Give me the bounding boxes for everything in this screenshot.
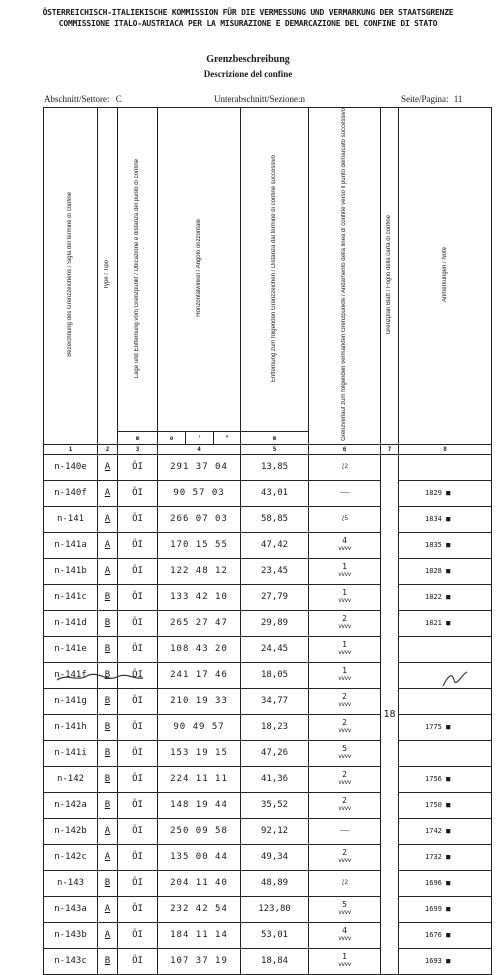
boundary-course-count: 1: [342, 588, 347, 598]
marker-code: n-141a: [44, 532, 98, 558]
remark: [399, 740, 492, 766]
boundary-course: [309, 844, 381, 870]
boundary-course-count: 1: [342, 640, 347, 650]
boundary-course-count: 5: [342, 900, 347, 910]
table-row: [44, 740, 492, 766]
marker-code: n-140e: [44, 454, 98, 480]
marker-type: A: [98, 558, 118, 584]
marker-code: n-143b: [44, 922, 98, 948]
remark: 1821 ■: [399, 610, 492, 636]
boundary-course: [309, 636, 381, 662]
distance: 23,45: [241, 558, 309, 584]
marker-location: ÖI: [118, 610, 158, 636]
distance: 43,01: [241, 480, 309, 506]
header-line-de: ÖSTERREICHISCH-ITALIEKISCHE KOMMISSION FÜR DIE VERMESSUNG UND VERMARKUNG DER STAATSGRENZE: [42, 8, 454, 17]
unit-minutes: ': [186, 432, 214, 445]
table-row: [44, 636, 492, 662]
marker-code: n-143a: [44, 896, 98, 922]
marker-location: ÖI: [118, 688, 158, 714]
marker-type: A: [98, 532, 118, 558]
boundary-course-symbol: ⟅2: [341, 879, 348, 887]
marker-location: ÖI: [118, 922, 158, 948]
distance: 47,26: [241, 740, 309, 766]
marker-location: ÖI: [118, 558, 158, 584]
marker-type: A: [98, 922, 118, 948]
col-header-2: Type / Tipo: [98, 108, 118, 445]
marker-code: n-141d: [44, 610, 98, 636]
section-value: C: [115, 94, 122, 104]
boundary-course-count: 2: [342, 796, 347, 806]
horizontal-angle: 232 42 54: [158, 896, 241, 922]
col-number: 2: [98, 444, 118, 454]
boundary-course-symbol: vvvv: [338, 857, 351, 865]
marker-code: n-142: [44, 766, 98, 792]
marker-location: ÖI: [118, 844, 158, 870]
marker-location: ÖI: [118, 870, 158, 896]
distance: 18,23: [241, 714, 309, 740]
subsection-label: Unterabschnitt/Sezione:: [214, 94, 301, 104]
boundary-course-count: 4: [342, 536, 347, 546]
table-row: [44, 610, 492, 636]
horizontal-angle: 153 19 15: [158, 740, 241, 766]
marker-location: ÖI: [118, 636, 158, 662]
boundary-course: [309, 818, 381, 844]
boundary-course: [309, 870, 381, 896]
marker-type: B: [98, 688, 118, 714]
boundary-course: [309, 610, 381, 636]
marker-location: ÖI: [118, 662, 158, 688]
horizontal-angle: 170 15 55: [158, 532, 241, 558]
marker-code: n-142b: [44, 818, 98, 844]
boundary-course-symbol: ⟅5: [341, 515, 348, 523]
remark: [399, 636, 492, 662]
remark: [399, 688, 492, 714]
col-header-5: Entfernung zum folgenden Grenzzeichen / Distanza dal termine di confine successivo: [241, 108, 309, 432]
boundary-course: [309, 766, 381, 792]
boundary-course-count: 2: [342, 718, 347, 728]
signature: [55, 670, 145, 684]
table-row: [44, 870, 492, 896]
boundary-course: [309, 688, 381, 714]
boundary-course-symbol: vvvv: [338, 779, 351, 787]
boundary-course-symbol: vvvv: [338, 623, 351, 631]
table-row: [44, 688, 492, 714]
marker-location: ÖI: [118, 948, 158, 974]
remark: 1696 ■: [399, 870, 492, 896]
marker-code: n-143: [44, 870, 98, 896]
marker-type: B: [98, 740, 118, 766]
marker-location: ÖI: [118, 896, 158, 922]
subsection-field: [214, 94, 305, 104]
header-line-it: COMMISSIONE ITALO-AUSTRIACA PER LA MISURAZIONE E DEMARCAZIONE DEL CONFINE DI STATO: [58, 19, 438, 28]
marker-type: B: [98, 792, 118, 818]
remark: 1834 ■: [399, 506, 492, 532]
sheet-number: 18: [381, 454, 399, 974]
boundary-course: [309, 740, 381, 766]
horizontal-angle: 107 37 19: [158, 948, 241, 974]
distance: 41,36: [241, 766, 309, 792]
unit-degrees: o: [158, 432, 186, 445]
boundary-course-symbol: vvvv: [338, 961, 351, 969]
boundary-course-count: 1: [342, 952, 347, 962]
marker-code: n-141b: [44, 558, 98, 584]
initials-mark: [440, 670, 470, 688]
marker-code: n-142a: [44, 792, 98, 818]
boundary-course-symbol: vvvv: [338, 649, 351, 657]
boundary-course-symbol: ———: [339, 489, 350, 497]
horizontal-angle: 224 11 11: [158, 766, 241, 792]
distance: 53,01: [241, 922, 309, 948]
page-label: Seite/Pagina:: [401, 94, 449, 104]
unit-m-location: m: [118, 432, 158, 445]
page-field: [401, 94, 462, 104]
boundary-course-count: 2: [342, 692, 347, 702]
remark: [399, 454, 492, 480]
boundary-course-symbol: vvvv: [338, 753, 351, 761]
horizontal-angle: 90 49 57: [158, 714, 241, 740]
col-header-6: Grenzverlauf zum folgenden vermarkten Grenzpunkte / Andamento della linea di confine verso il punto demarcato successivo: [309, 108, 381, 445]
marker-location: ÖI: [118, 766, 158, 792]
marker-location: ÖI: [118, 532, 158, 558]
unit-seconds: ": [214, 432, 241, 445]
marker-code: n-141g: [44, 688, 98, 714]
title-it: Descrizione del confine: [203, 69, 293, 79]
table-row: [44, 532, 492, 558]
marker-code: n-141e: [44, 636, 98, 662]
marker-type: A: [98, 454, 118, 480]
marker-location: ÖI: [118, 584, 158, 610]
table-row: [44, 792, 492, 818]
section-field: [44, 94, 122, 104]
table-row: [44, 454, 492, 480]
distance: 24,45: [241, 636, 309, 662]
table-row: [44, 584, 492, 610]
table-row: [44, 506, 492, 532]
marker-code: n-141: [44, 506, 98, 532]
boundary-course: [309, 948, 381, 974]
col-header-1: Bezeichnung des Grenzzeichens / Sigla del termine di confine: [44, 108, 98, 445]
remark: 1829 ■: [399, 480, 492, 506]
remark: 1835 ■: [399, 532, 492, 558]
table-row: [44, 844, 492, 870]
marker-location: ÖI: [118, 506, 158, 532]
col-number: 1: [44, 444, 98, 454]
table-row: [44, 948, 492, 974]
col-number: 8: [399, 444, 492, 454]
col-number: 4: [158, 444, 241, 454]
remark: 1756 ■: [399, 766, 492, 792]
col-header-3: Lage und Entfernung vom Grenzpunkt / Ubicazione e distanza del punto di confine: [118, 108, 158, 432]
marker-code: n-141h: [44, 714, 98, 740]
remark: 1775 ■: [399, 714, 492, 740]
boundary-course: [309, 532, 381, 558]
marker-code: n-141i: [44, 740, 98, 766]
distance: 29,89: [241, 610, 309, 636]
col-number: 7: [381, 444, 399, 454]
horizontal-angle: 133 42 10: [158, 584, 241, 610]
boundary-course-count: 2: [342, 770, 347, 780]
boundary-course-count: 1: [342, 666, 347, 676]
boundary-course-symbol: vvvv: [338, 675, 351, 683]
boundary-course-count: 5: [342, 744, 347, 754]
horizontal-angle: 108 43 20: [158, 636, 241, 662]
distance: 92,12: [241, 818, 309, 844]
col-header-7: Grenzplan Blatt / Foglio della carta di confine: [381, 108, 399, 445]
horizontal-angle: 135 00 44: [158, 844, 241, 870]
page-value: 11: [453, 94, 463, 104]
col-header-8: Anmerkungen / Note: [399, 108, 492, 445]
horizontal-angle: 241 17 46: [158, 662, 241, 688]
table-row: [44, 558, 492, 584]
marker-location: ÖI: [118, 480, 158, 506]
boundary-course: [309, 792, 381, 818]
horizontal-angle: 204 11 40: [158, 870, 241, 896]
horizontal-angle: 291 37 04: [158, 454, 241, 480]
marker-code: n-141c: [44, 584, 98, 610]
boundary-course-symbol: vvvv: [338, 545, 351, 553]
section-label: Abschnitt/Settore:: [44, 94, 110, 104]
boundary-course: [309, 662, 381, 688]
distance: 34,77: [241, 688, 309, 714]
marker-type: B: [98, 870, 118, 896]
distance: 13,85: [241, 454, 309, 480]
marker-code: n-141f: [44, 662, 98, 688]
marker-type: B: [98, 662, 118, 688]
distance: 58,85: [241, 506, 309, 532]
boundary-course-count: 1: [342, 562, 347, 572]
marker-code: n-140f: [44, 480, 98, 506]
marker-location: ÖI: [118, 714, 158, 740]
distance: 123,80: [241, 896, 309, 922]
table-row: [44, 714, 492, 740]
horizontal-angle: 90 57 03: [158, 480, 241, 506]
marker-location: ÖI: [118, 818, 158, 844]
boundary-course: [309, 506, 381, 532]
boundary-course-symbol: vvvv: [338, 805, 351, 813]
distance: 49,34: [241, 844, 309, 870]
boundary-course-symbol: vvvv: [338, 701, 351, 709]
marker-location: ÖI: [118, 740, 158, 766]
boundary-course-symbol: vvvv: [338, 727, 351, 735]
horizontal-angle: 148 19 44: [158, 792, 241, 818]
boundary-course-count: 4: [342, 926, 347, 936]
marker-type: A: [98, 818, 118, 844]
remark: 1750 ■: [399, 792, 492, 818]
boundary-course-symbol: ⟅2: [341, 463, 348, 471]
table-row: [44, 818, 492, 844]
marker-type: A: [98, 896, 118, 922]
table-row: [44, 766, 492, 792]
remark: 1676 ■: [399, 922, 492, 948]
remark: 1742 ■: [399, 818, 492, 844]
marker-type: B: [98, 948, 118, 974]
horizontal-angle: 122 48 12: [158, 558, 241, 584]
boundary-course: [309, 714, 381, 740]
col-number: 3: [118, 444, 158, 454]
distance: 48,89: [241, 870, 309, 896]
marker-location: ÖI: [118, 454, 158, 480]
unit-m-distance: m: [241, 432, 309, 445]
marker-type: B: [98, 636, 118, 662]
remark: 1822 ■: [399, 584, 492, 610]
boundary-course-symbol: vvvv: [338, 909, 351, 917]
boundary-course: [309, 454, 381, 480]
boundary-course-symbol: vvvv: [338, 571, 351, 579]
table-row: [44, 896, 492, 922]
marker-code: n-142c: [44, 844, 98, 870]
marker-type: B: [98, 584, 118, 610]
distance: 47,42: [241, 532, 309, 558]
horizontal-angle: 250 09 58: [158, 818, 241, 844]
boundary-course: [309, 584, 381, 610]
marker-type: A: [98, 506, 118, 532]
marker-type: B: [98, 714, 118, 740]
boundary-table: [43, 107, 492, 975]
remark: 1693 ■: [399, 948, 492, 974]
boundary-course: [309, 922, 381, 948]
distance: 18,05: [241, 662, 309, 688]
boundary-course-symbol: vvvv: [338, 597, 351, 605]
marker-location: ÖI: [118, 792, 158, 818]
remark: 1732 ■: [399, 844, 492, 870]
boundary-course: [309, 896, 381, 922]
marker-type: B: [98, 610, 118, 636]
marker-type: B: [98, 766, 118, 792]
distance: 35,52: [241, 792, 309, 818]
col-header-4: Horizontalwinkel / Angolo orizzontale: [158, 108, 241, 432]
boundary-course: [309, 558, 381, 584]
remark: 1699 ■: [399, 896, 492, 922]
col-number: 5: [241, 444, 309, 454]
title-de: Grenzbeschreibung: [206, 54, 290, 65]
boundary-course: [309, 480, 381, 506]
col-number: 6: [309, 444, 381, 454]
boundary-course-count: 2: [342, 848, 347, 858]
remark: 1828 ■: [399, 558, 492, 584]
subsection-value: n: [300, 94, 305, 104]
horizontal-angle: 210 19 33: [158, 688, 241, 714]
boundary-course-count: 2: [342, 614, 347, 624]
marker-code: n-143c: [44, 948, 98, 974]
horizontal-angle: 266 07 03: [158, 506, 241, 532]
horizontal-angle: 265 27 47: [158, 610, 241, 636]
boundary-course-symbol: ———: [339, 827, 350, 835]
distance: 18,84: [241, 948, 309, 974]
distance: 27,79: [241, 584, 309, 610]
marker-type: A: [98, 844, 118, 870]
marker-type: A: [98, 480, 118, 506]
table-row: [44, 922, 492, 948]
horizontal-angle: 184 11 14: [158, 922, 241, 948]
boundary-course-symbol: vvvv: [338, 935, 351, 943]
table-row: [44, 480, 492, 506]
